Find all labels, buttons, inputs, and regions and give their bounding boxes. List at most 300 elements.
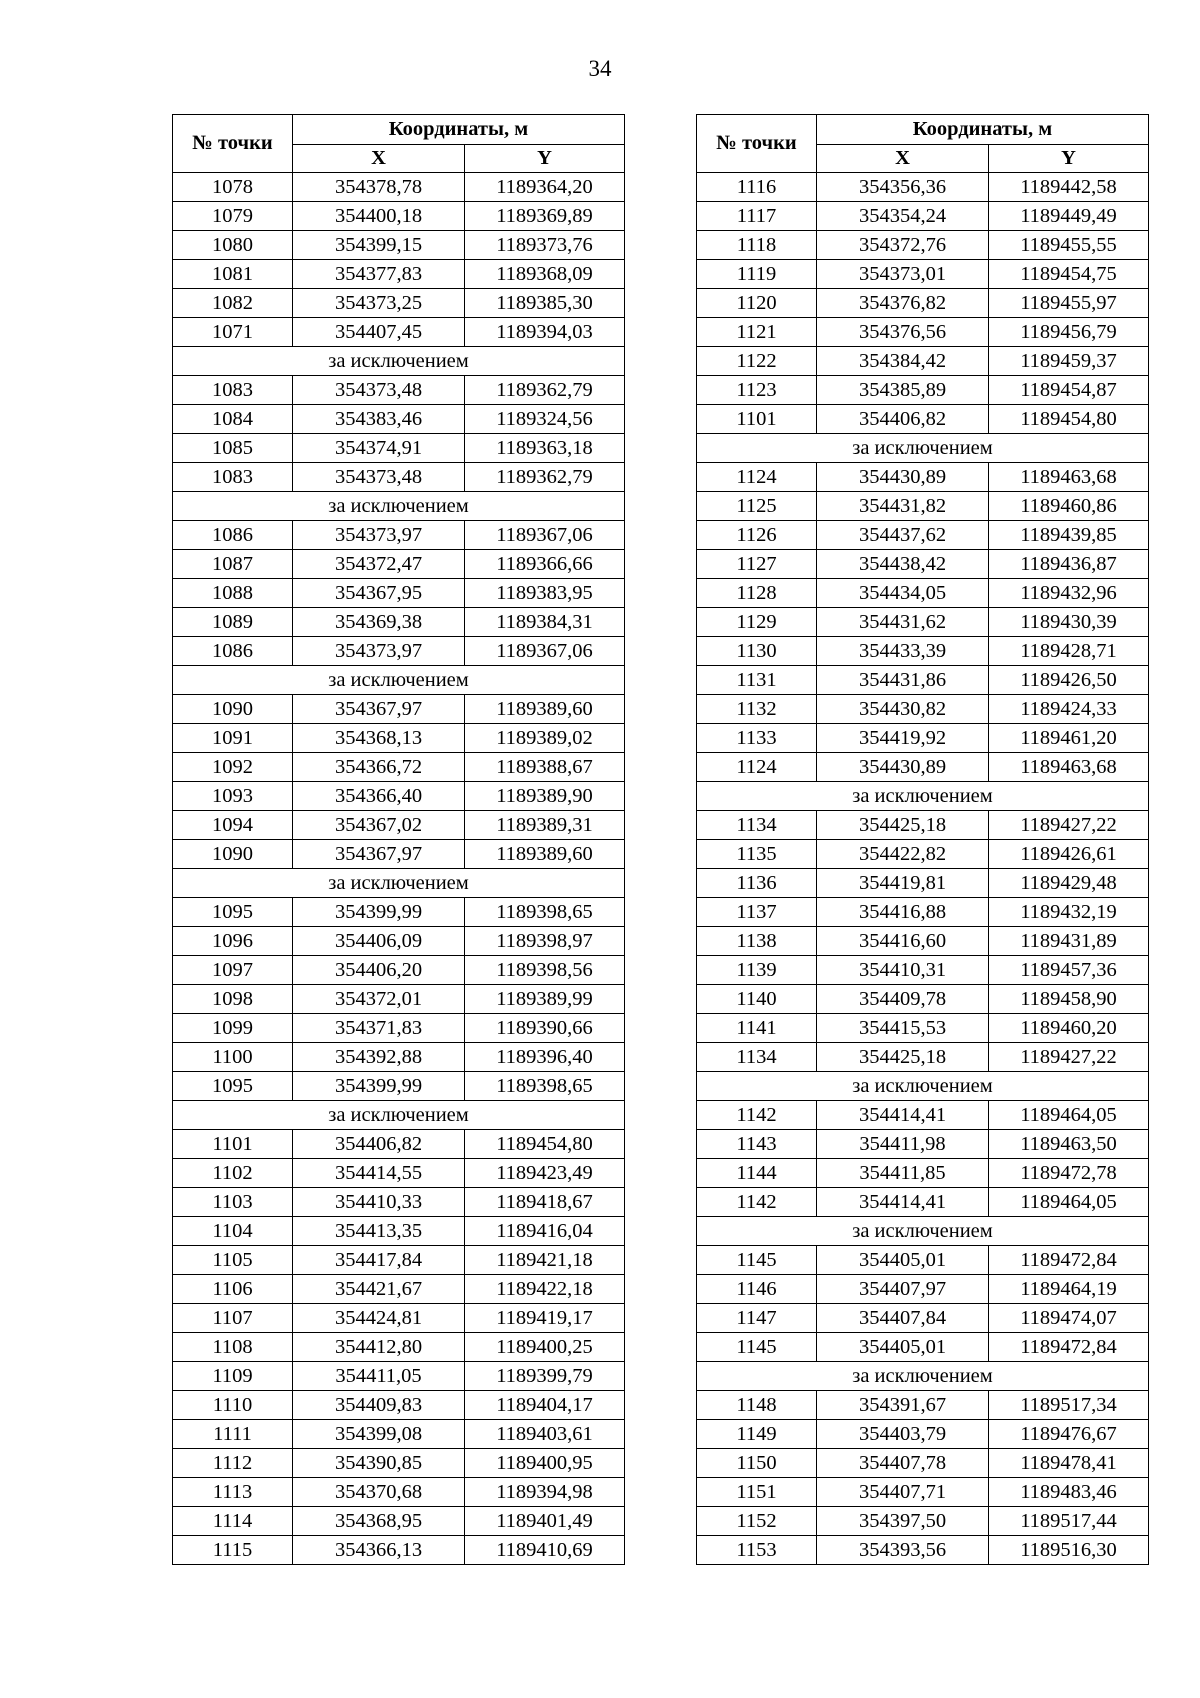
x-coordinate-cell: 354372,47 (293, 550, 465, 579)
y-coordinate-cell: 1189464,05 (989, 1188, 1149, 1217)
table-row (173, 1217, 625, 1246)
x-coordinate-cell: 354431,86 (817, 666, 989, 695)
table-row (697, 1304, 1149, 1333)
y-coordinate-cell: 1189369,89 (465, 202, 625, 231)
exclusion-label: за исключением (173, 347, 625, 376)
y-coordinate-cell: 1189416,04 (465, 1217, 625, 1246)
table-row (697, 405, 1149, 434)
table-row (697, 492, 1149, 521)
point-number-cell: 1109 (173, 1362, 293, 1391)
point-number-cell: 1134 (697, 811, 817, 840)
point-number-cell: 1117 (697, 202, 817, 231)
point-number-cell: 1090 (173, 840, 293, 869)
x-coordinate-cell: 354433,39 (817, 637, 989, 666)
point-number-cell: 1103 (173, 1188, 293, 1217)
y-coordinate-cell: 1189516,30 (989, 1536, 1149, 1565)
point-number-cell: 1130 (697, 637, 817, 666)
point-number-cell: 1091 (173, 724, 293, 753)
point-number-cell: 1140 (697, 985, 817, 1014)
y-coordinate-cell: 1189426,61 (989, 840, 1149, 869)
y-coordinate-cell: 1189389,02 (465, 724, 625, 753)
x-coordinate-cell: 354367,95 (293, 579, 465, 608)
y-coordinate-cell: 1189442,58 (989, 173, 1149, 202)
y-coordinate-cell: 1189424,33 (989, 695, 1149, 724)
table-row (173, 1014, 625, 1043)
y-coordinate-cell: 1189384,31 (465, 608, 625, 637)
table-row (697, 202, 1149, 231)
point-number-cell: 1115 (173, 1536, 293, 1565)
y-coordinate-cell: 1189400,25 (465, 1333, 625, 1362)
point-number-cell: 1108 (173, 1333, 293, 1362)
point-number-cell: 1136 (697, 869, 817, 898)
point-number-cell: 1113 (173, 1478, 293, 1507)
y-coordinate-cell: 1189431,89 (989, 927, 1149, 956)
table-row (697, 1188, 1149, 1217)
x-coordinate-cell: 354414,55 (293, 1159, 465, 1188)
x-coordinate-cell: 354410,31 (817, 956, 989, 985)
y-coordinate-cell: 1189464,05 (989, 1101, 1149, 1130)
point-number-cell: 1139 (697, 956, 817, 985)
x-coordinate-cell: 354411,85 (817, 1159, 989, 1188)
exclusion-separator-row (173, 1101, 625, 1130)
x-coordinate-cell: 354407,45 (293, 318, 465, 347)
table-row (697, 1101, 1149, 1130)
y-coordinate-cell: 1189383,95 (465, 579, 625, 608)
y-coordinate-cell: 1189472,84 (989, 1246, 1149, 1275)
x-coordinate-cell: 354405,01 (817, 1246, 989, 1275)
point-number-cell: 1149 (697, 1420, 817, 1449)
y-coordinate-cell: 1189476,67 (989, 1420, 1149, 1449)
point-number-cell: 1071 (173, 318, 293, 347)
y-coordinate-cell: 1189367,06 (465, 521, 625, 550)
table-row (697, 637, 1149, 666)
point-number-cell: 1146 (697, 1275, 817, 1304)
x-coordinate-cell: 354407,97 (817, 1275, 989, 1304)
y-coordinate-cell: 1189463,68 (989, 753, 1149, 782)
x-coordinate-cell: 354385,89 (817, 376, 989, 405)
exclusion-separator-row (697, 1362, 1149, 1391)
point-number-cell: 1092 (173, 753, 293, 782)
point-number-cell: 1079 (173, 202, 293, 231)
point-number-cell: 1114 (173, 1507, 293, 1536)
table-row (697, 173, 1149, 202)
point-number-cell: 1093 (173, 782, 293, 811)
y-coordinate-cell: 1189398,65 (465, 898, 625, 927)
x-coordinate-cell: 354390,85 (293, 1449, 465, 1478)
y-coordinate-cell: 1189428,71 (989, 637, 1149, 666)
point-number-cell: 1098 (173, 985, 293, 1014)
x-coordinate-cell: 354430,82 (817, 695, 989, 724)
point-number-cell: 1124 (697, 753, 817, 782)
table-row (173, 637, 625, 666)
x-coordinate-cell: 354378,78 (293, 173, 465, 202)
table-row (697, 1246, 1149, 1275)
x-coordinate-cell: 354409,83 (293, 1391, 465, 1420)
table-row (697, 927, 1149, 956)
point-number-cell: 1086 (173, 521, 293, 550)
table-row (697, 695, 1149, 724)
x-coordinate-cell: 354437,62 (817, 521, 989, 550)
table-row (173, 1275, 625, 1304)
x-coordinate-cell: 354416,88 (817, 898, 989, 927)
x-coordinate-cell: 354399,99 (293, 898, 465, 927)
x-coordinate-cell: 354399,99 (293, 1072, 465, 1101)
table-row (697, 550, 1149, 579)
y-coordinate-cell: 1189458,90 (989, 985, 1149, 1014)
point-number-cell: 1142 (697, 1188, 817, 1217)
y-coordinate-cell: 1189461,20 (989, 724, 1149, 753)
point-number-cell: 1095 (173, 1072, 293, 1101)
table-row (697, 260, 1149, 289)
y-coordinate-cell: 1189430,39 (989, 608, 1149, 637)
x-coordinate-cell: 354354,24 (817, 202, 989, 231)
table-row (697, 579, 1149, 608)
table-row (697, 289, 1149, 318)
table-row (173, 231, 625, 260)
table-row (173, 608, 625, 637)
y-coordinate-cell: 1189454,80 (989, 405, 1149, 434)
y-coordinate-cell: 1189483,46 (989, 1478, 1149, 1507)
x-coordinate-cell: 354377,83 (293, 260, 465, 289)
x-coordinate-cell: 354415,53 (817, 1014, 989, 1043)
x-coordinate-cell: 354406,09 (293, 927, 465, 956)
x-coordinate-cell: 354424,81 (293, 1304, 465, 1333)
point-number-header: № точки (173, 115, 293, 173)
x-coordinate-cell: 354399,15 (293, 231, 465, 260)
point-number-cell: 1087 (173, 550, 293, 579)
x-coordinate-cell: 354383,46 (293, 405, 465, 434)
point-number-cell: 1122 (697, 347, 817, 376)
y-coordinate-cell: 1189474,07 (989, 1304, 1149, 1333)
point-number-cell: 1083 (173, 376, 293, 405)
point-number-cell: 1101 (697, 405, 817, 434)
table-row (173, 1072, 625, 1101)
x-coordinate-cell: 354410,33 (293, 1188, 465, 1217)
y-coordinate-cell: 1189364,20 (465, 173, 625, 202)
x-coordinate-cell: 354409,78 (817, 985, 989, 1014)
x-coordinate-cell: 354425,18 (817, 1043, 989, 1072)
table-row (173, 898, 625, 927)
point-number-cell: 1142 (697, 1101, 817, 1130)
y-coordinate-cell: 1189401,49 (465, 1507, 625, 1536)
point-number-cell: 1131 (697, 666, 817, 695)
point-number-cell: 1106 (173, 1275, 293, 1304)
x-coordinate-cell: 354376,56 (817, 318, 989, 347)
table-row (173, 985, 625, 1014)
table-row (173, 1449, 625, 1478)
y-coordinate-cell: 1189436,87 (989, 550, 1149, 579)
table-row (173, 173, 625, 202)
point-number-cell: 1101 (173, 1130, 293, 1159)
exclusion-separator-row (697, 1072, 1149, 1101)
table-row (697, 376, 1149, 405)
point-number-cell: 1083 (173, 463, 293, 492)
x-coordinate-cell: 354369,38 (293, 608, 465, 637)
point-number-cell: 1133 (697, 724, 817, 753)
point-number-cell: 1151 (697, 1478, 817, 1507)
y-coordinate-cell: 1189449,49 (989, 202, 1149, 231)
y-coordinate-cell: 1189454,87 (989, 376, 1149, 405)
x-coordinate-cell: 354373,97 (293, 637, 465, 666)
y-coordinate-cell: 1189432,19 (989, 898, 1149, 927)
point-number-cell: 1141 (697, 1014, 817, 1043)
x-coordinate-cell: 354414,41 (817, 1188, 989, 1217)
y-coordinate-cell: 1189400,95 (465, 1449, 625, 1478)
y-coordinate-cell: 1189389,31 (465, 811, 625, 840)
table-row (173, 521, 625, 550)
table-row (697, 1275, 1149, 1304)
y-coordinate-cell: 1189388,67 (465, 753, 625, 782)
point-number-cell: 1104 (173, 1217, 293, 1246)
y-coordinate-cell: 1189362,79 (465, 463, 625, 492)
x-coordinate-cell: 354416,60 (817, 927, 989, 956)
y-coordinate-cell: 1189398,65 (465, 1072, 625, 1101)
x-coordinate-cell: 354411,05 (293, 1362, 465, 1391)
x-coordinate-cell: 354431,62 (817, 608, 989, 637)
table-row (697, 1333, 1149, 1362)
table-row (173, 1130, 625, 1159)
y-coordinate-cell: 1189368,09 (465, 260, 625, 289)
point-number-cell: 1110 (173, 1391, 293, 1420)
table-row (173, 724, 625, 753)
exclusion-separator-row (173, 869, 625, 898)
table-row (697, 1130, 1149, 1159)
point-number-cell: 1088 (173, 579, 293, 608)
x-coordinate-cell: 354399,08 (293, 1420, 465, 1449)
coordinates-table-left (172, 114, 625, 1565)
y-coordinate-cell: 1189463,50 (989, 1130, 1149, 1159)
x-coordinate-cell: 354406,20 (293, 956, 465, 985)
table-row (697, 898, 1149, 927)
table-row (173, 1159, 625, 1188)
point-number-cell: 1080 (173, 231, 293, 260)
y-coordinate-cell: 1189427,22 (989, 1043, 1149, 1072)
point-number-cell: 1145 (697, 1246, 817, 1275)
point-number-cell: 1124 (697, 463, 817, 492)
y-coordinate-cell: 1189457,36 (989, 956, 1149, 985)
table-row (173, 1507, 625, 1536)
x-coordinate-cell: 354407,78 (817, 1449, 989, 1478)
point-number-cell: 1144 (697, 1159, 817, 1188)
x-coordinate-cell: 354434,05 (817, 579, 989, 608)
x-coordinate-cell: 354430,89 (817, 463, 989, 492)
y-coordinate-cell: 1189389,99 (465, 985, 625, 1014)
point-number-cell: 1090 (173, 695, 293, 724)
table-row (697, 608, 1149, 637)
table-row (173, 318, 625, 347)
y-coordinate-cell: 1189455,55 (989, 231, 1149, 260)
point-number-cell: 1134 (697, 1043, 817, 1072)
page-number: 34 (588, 56, 612, 81)
point-number-cell: 1152 (697, 1507, 817, 1536)
exclusion-separator-row (697, 1217, 1149, 1246)
x-coordinate-cell: 354368,95 (293, 1507, 465, 1536)
table-body (697, 173, 1149, 1565)
x-coordinate-cell: 354430,89 (817, 753, 989, 782)
point-number-cell: 1128 (697, 579, 817, 608)
y-coordinate-cell: 1189439,85 (989, 521, 1149, 550)
y-coordinate-cell: 1189394,98 (465, 1478, 625, 1507)
table-row (173, 753, 625, 782)
x-coordinate-cell: 354419,81 (817, 869, 989, 898)
table-row (697, 347, 1149, 376)
y-coordinate-cell: 1189432,96 (989, 579, 1149, 608)
table-body (173, 173, 625, 1565)
table-row (697, 1043, 1149, 1072)
table-row (697, 463, 1149, 492)
x-coordinate-cell: 354367,02 (293, 811, 465, 840)
y-coordinate-cell: 1189517,34 (989, 1391, 1149, 1420)
point-number-cell: 1112 (173, 1449, 293, 1478)
table-row (697, 811, 1149, 840)
table-row (173, 840, 625, 869)
x-header: X (817, 145, 989, 173)
point-number-cell: 1085 (173, 434, 293, 463)
table-row (173, 202, 625, 231)
table-row (697, 1536, 1149, 1565)
table-row (697, 1159, 1149, 1188)
y-coordinate-cell: 1189404,17 (465, 1391, 625, 1420)
x-coordinate-cell: 354373,25 (293, 289, 465, 318)
point-number-cell: 1107 (173, 1304, 293, 1333)
x-coordinate-cell: 354422,82 (817, 840, 989, 869)
x-coordinate-cell: 354366,40 (293, 782, 465, 811)
point-number-cell: 1120 (697, 289, 817, 318)
y-coordinate-cell: 1189389,60 (465, 840, 625, 869)
y-coordinate-cell: 1189464,19 (989, 1275, 1149, 1304)
y-coordinate-cell: 1189410,69 (465, 1536, 625, 1565)
y-coordinate-cell: 1189394,03 (465, 318, 625, 347)
x-coordinate-cell: 354384,42 (817, 347, 989, 376)
table-row (173, 1478, 625, 1507)
y-coordinate-cell: 1189459,37 (989, 347, 1149, 376)
table-row (697, 1507, 1149, 1536)
x-coordinate-cell: 354412,80 (293, 1333, 465, 1362)
point-number-cell: 1111 (173, 1420, 293, 1449)
x-coordinate-cell: 354373,48 (293, 463, 465, 492)
y-coordinate-cell: 1189398,56 (465, 956, 625, 985)
point-number-cell: 1153 (697, 1536, 817, 1565)
y-coordinate-cell: 1189427,22 (989, 811, 1149, 840)
y-header: Y (989, 145, 1149, 173)
y-coordinate-cell: 1189463,68 (989, 463, 1149, 492)
x-coordinate-cell: 354391,67 (817, 1391, 989, 1420)
table-row (173, 405, 625, 434)
point-number-cell: 1150 (697, 1449, 817, 1478)
x-coordinate-cell: 354372,01 (293, 985, 465, 1014)
table-row (173, 434, 625, 463)
x-coordinate-cell: 354368,13 (293, 724, 465, 753)
exclusion-separator-row (173, 492, 625, 521)
coordinates-header: Координаты, м (293, 115, 625, 145)
point-number-cell: 1100 (173, 1043, 293, 1072)
table-row (173, 927, 625, 956)
table-row (697, 1014, 1149, 1043)
point-number-cell: 1135 (697, 840, 817, 869)
table-row (697, 985, 1149, 1014)
x-coordinate-cell: 354366,13 (293, 1536, 465, 1565)
table-row (173, 811, 625, 840)
point-number-cell: 1081 (173, 260, 293, 289)
table-row (697, 956, 1149, 985)
point-number-cell: 1094 (173, 811, 293, 840)
point-number-cell: 1137 (697, 898, 817, 927)
table-row (173, 376, 625, 405)
point-number-cell: 1105 (173, 1246, 293, 1275)
y-coordinate-cell: 1189389,90 (465, 782, 625, 811)
y-coordinate-cell: 1189367,06 (465, 637, 625, 666)
x-coordinate-cell: 354397,50 (817, 1507, 989, 1536)
table-row (173, 1246, 625, 1275)
x-coordinate-cell: 354376,82 (817, 289, 989, 318)
point-number-cell: 1119 (697, 260, 817, 289)
point-number-header: № точки (697, 115, 817, 173)
exclusion-label: за исключением (697, 1072, 1149, 1101)
x-coordinate-cell: 354406,82 (293, 1130, 465, 1159)
x-coordinate-cell: 354405,01 (817, 1333, 989, 1362)
y-coordinate-cell: 1189385,30 (465, 289, 625, 318)
point-number-cell: 1147 (697, 1304, 817, 1333)
x-coordinate-cell: 354400,18 (293, 202, 465, 231)
table-row (697, 840, 1149, 869)
y-coordinate-cell: 1189389,60 (465, 695, 625, 724)
exclusion-separator-row (697, 434, 1149, 463)
x-coordinate-cell: 354414,41 (817, 1101, 989, 1130)
table-row (697, 1449, 1149, 1478)
point-number-cell: 1102 (173, 1159, 293, 1188)
point-number-cell: 1082 (173, 289, 293, 318)
y-coordinate-cell: 1189366,66 (465, 550, 625, 579)
x-coordinate-cell: 354366,72 (293, 753, 465, 782)
exclusion-label: за исключением (697, 1217, 1149, 1246)
y-coordinate-cell: 1189418,67 (465, 1188, 625, 1217)
table-row (697, 231, 1149, 260)
coordinates-table-right (696, 114, 1149, 1565)
table-row (697, 724, 1149, 753)
point-number-cell: 1097 (173, 956, 293, 985)
x-coordinate-cell: 354425,18 (817, 811, 989, 840)
table-row (173, 579, 625, 608)
y-coordinate-cell: 1189429,48 (989, 869, 1149, 898)
x-coordinate-cell: 354421,67 (293, 1275, 465, 1304)
y-coordinate-cell: 1189403,61 (465, 1420, 625, 1449)
table-row (173, 695, 625, 724)
x-coordinate-cell: 354374,91 (293, 434, 465, 463)
y-coordinate-cell: 1189460,86 (989, 492, 1149, 521)
x-coordinate-cell: 354438,42 (817, 550, 989, 579)
point-number-cell: 1095 (173, 898, 293, 927)
point-number-cell: 1121 (697, 318, 817, 347)
point-number-cell: 1099 (173, 1014, 293, 1043)
exclusion-label: за исключением (173, 492, 625, 521)
table-row (697, 753, 1149, 782)
exclusion-separator-row (173, 666, 625, 695)
y-coordinate-cell: 1189517,44 (989, 1507, 1149, 1536)
x-coordinate-cell: 354431,82 (817, 492, 989, 521)
point-number-cell: 1116 (697, 173, 817, 202)
y-coordinate-cell: 1189423,49 (465, 1159, 625, 1188)
table-row (697, 1420, 1149, 1449)
point-number-cell: 1132 (697, 695, 817, 724)
table-row (697, 1391, 1149, 1420)
coordinates-header: Координаты, м (817, 115, 1149, 145)
table-row (173, 782, 625, 811)
x-coordinate-cell: 354367,97 (293, 840, 465, 869)
exclusion-separator-row (697, 782, 1149, 811)
x-coordinate-cell: 354367,97 (293, 695, 465, 724)
exclusion-label: за исключением (173, 666, 625, 695)
x-coordinate-cell: 354371,83 (293, 1014, 465, 1043)
